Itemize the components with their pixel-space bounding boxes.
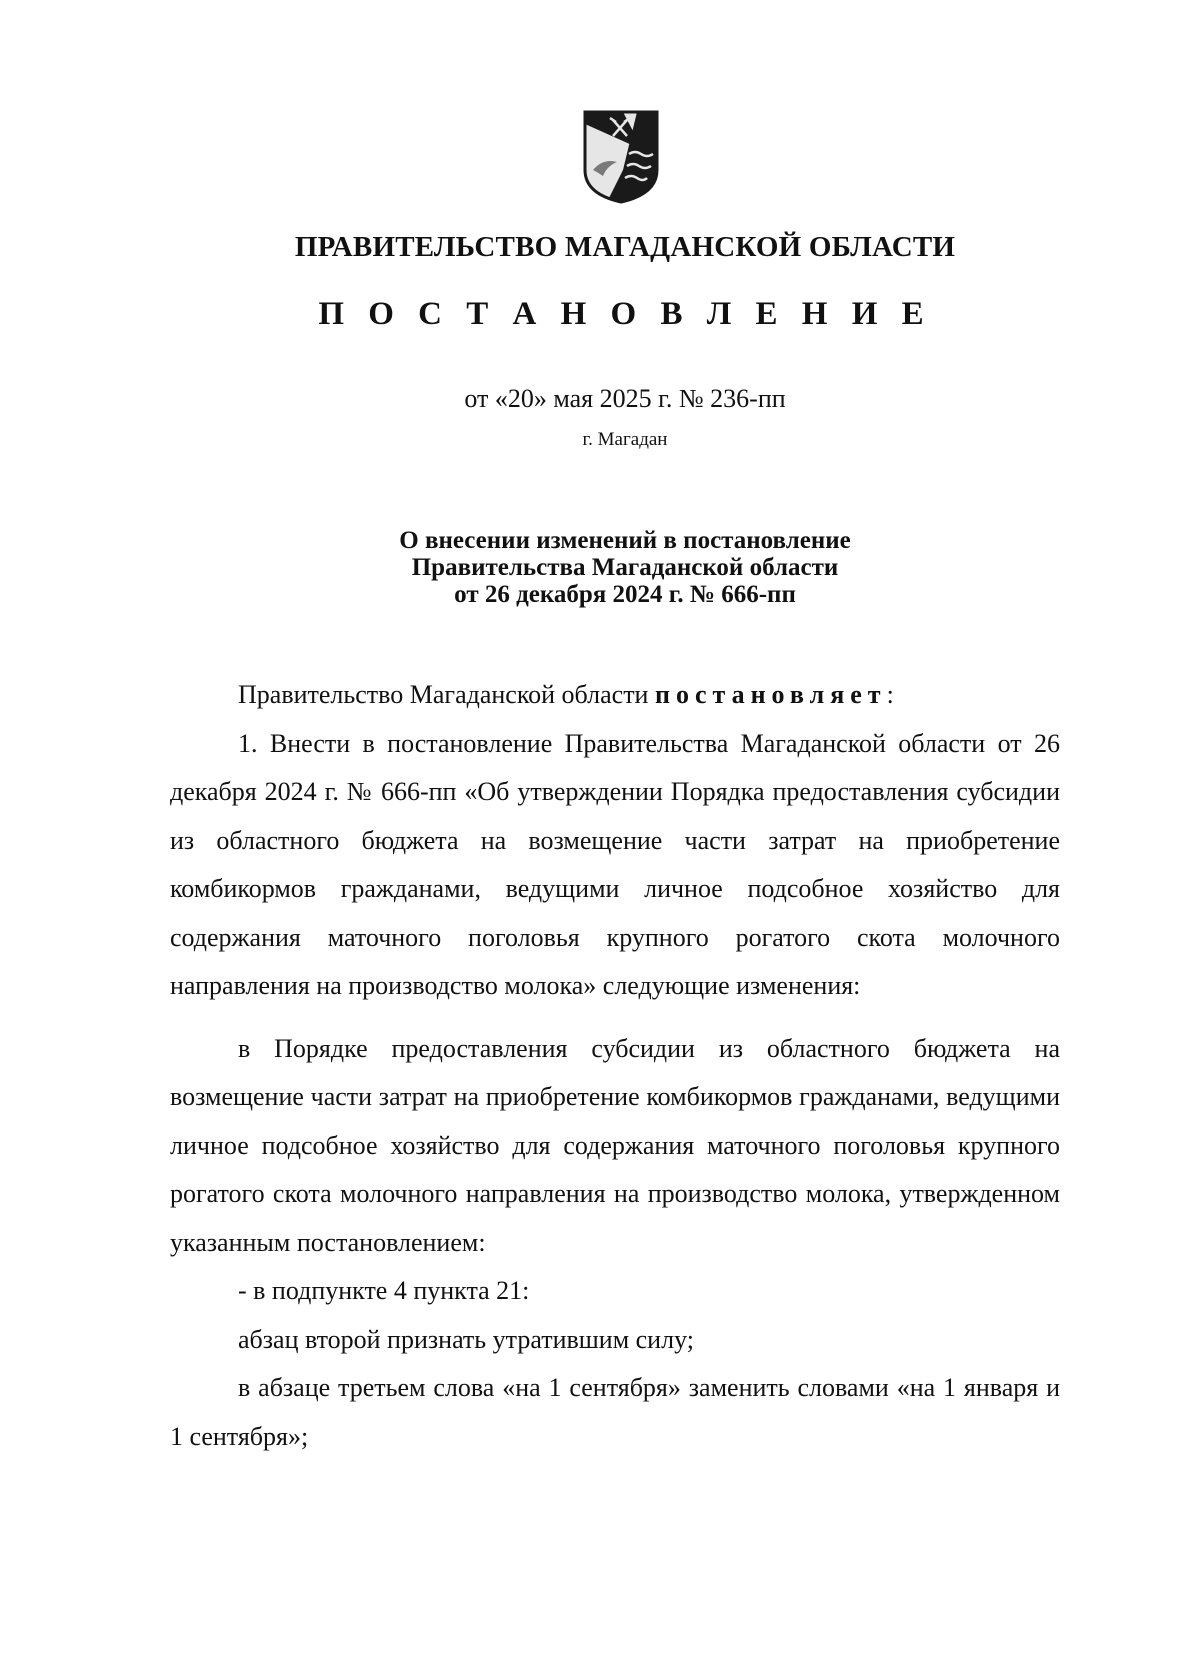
document-type-heading: П О С Т А Н О В Л Е Н И Е <box>318 296 932 332</box>
abzac-3-paragraph: в абзаце третьем слова «на 1 сентября» заменить словами «на 1 января и 1 сентября»; <box>170 1373 1060 1451</box>
preamble-suffix: : <box>886 680 894 709</box>
preamble-paragraph <box>170 671 1060 720</box>
organization-title: ПРАВИТЕЛЬСТВО МАГАДАНСКОЙ ОБЛАСТИ <box>294 231 956 263</box>
subject-line: Правительства Магаданской области <box>411 554 839 581</box>
order-paragraph: в Порядке предоставления субсидии из областного бюджета на возмещение части затрат на приобретение комбикормов гражданами, ведущими личное подсобное хозяйство для содержания маточного поголовья крупного рогатого скота молочного направления на производство молока, утвержденном указанным постановлением: <box>170 1033 1060 1257</box>
item-1-paragraph: 1. Внести в постановление Правительства Магаданской области от 26 декабря 2024 г. № 666-пп «Об утверждении Порядка предоставления субсидии из областного бюджета на возмещение части затрат на приобретение комбикормов гражданами, ведущими личное подсобное хозяйство для содержания маточного поголовья крупного рогатого скота молочного направления на производство молока» следующие изменения: <box>170 728 1060 1000</box>
preamble-decree-word: постановляет <box>654 680 887 709</box>
document-subject <box>0 527 1200 608</box>
subject-line: О внесении изменений в постановление <box>399 527 851 554</box>
document-date-number: от «20» мая 2025 г. № 236-пп <box>464 384 786 413</box>
coat-of-arms-emblem <box>583 110 659 204</box>
document-body <box>170 671 1060 1461</box>
subpoint-paragraph: - в подпункте 4 пункта 21: <box>238 1276 530 1305</box>
document-city: г. Магадан <box>582 429 668 450</box>
subject-line: от 26 декабря 2024 г. № 666-пп <box>454 581 796 608</box>
abzac-2-paragraph: абзац второй признать утратившим силу; <box>238 1324 694 1354</box>
preamble-prefix: Правительство Магаданской области <box>238 680 655 709</box>
